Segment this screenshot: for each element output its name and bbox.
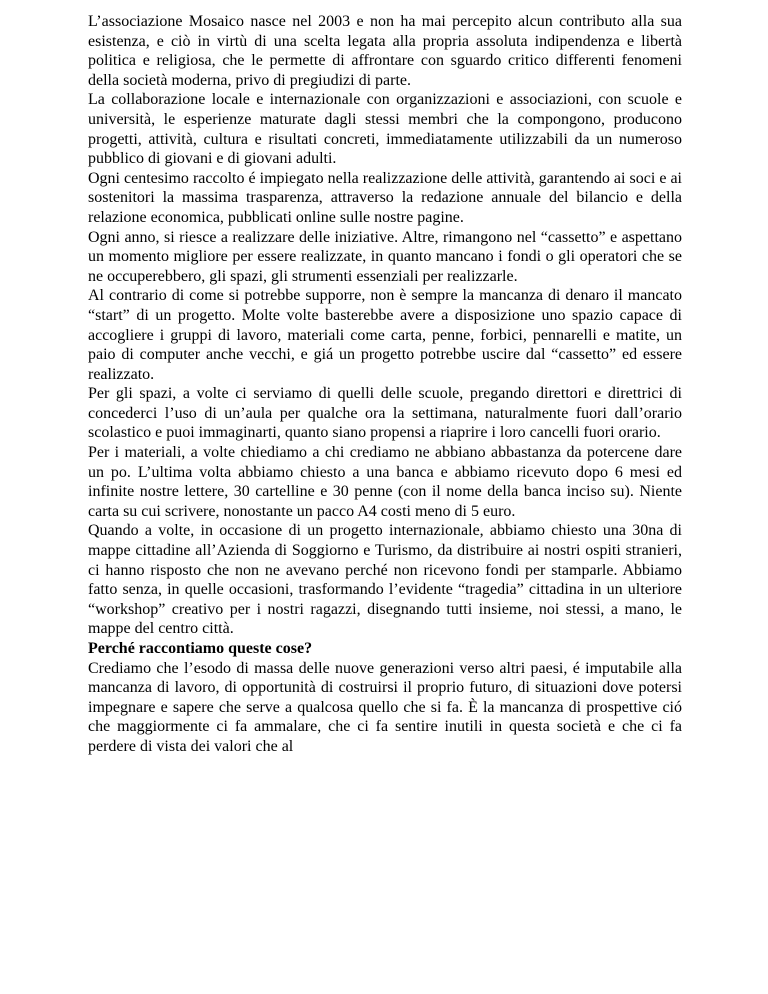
paragraph-materials: Per i materiali, a volte chiediamo a chi crediamo ne abbiano abbastanza da potercene dare un po. L’ultima volta abbiamo chiesto a una banca e abbiamo ricevuto dopo 6 mesi ed infinite nostre lettere, 30 cartelline e 30 penne (con il nome della banca inciso su). Niente carta su cui scrivere, nonostante un pacco A4 costi meno di 5 euro. <box>88 444 682 520</box>
paragraph-project-start: Al contrario di come si potrebbe supporre, non è sempre la mancanza di denaro il mancato “start” di un progetto. Molte volte basterebbe avere a disposizione uno spazio capace di accogliere i gruppi di lavoro, materiali come carta, penne, forbici, pennarelli e matite, un paio di computer anche vecchi, e giá un progetto potrebbe uscire dal “cassetto” ed essere realizzato. <box>88 287 682 383</box>
document-page <box>88 12 682 757</box>
paragraph-collaboration: La collaborazione locale e internazionale con organizzazioni e associazioni, con scuole e università, le esperienze maturate dagli stessi membri che la compongono, producono progetti, attività, cultura e risultati concreti, immediatamente utilizzabili da un numeroso pubblico di giovani e di giovani adulti. <box>88 91 682 168</box>
paragraph-initiatives: Ogni anno, si riesce a realizzare delle iniziative. Altre, rimangono nel “cassetto” e aspettano un momento migliore per essere realizzate, in quanto mancano i fondi o gli operatori che se ne occuperebbero, gli spazi, gli strumenti essenziali per realizzarle. <box>88 228 682 285</box>
paragraph-closing: Crediamo che l’esodo di massa delle nuove generazioni verso altri paesi, é imputabile alla mancanza di lavoro, di opportunità di costruirsi il proprio futuro, di situazioni dove potersi impegnare e sapere che serve a qualcosa quello che si fa. È la mancanza di prospettive ció che maggiormente ci fa ammalare, che ci fa sentire inutili in questa società e che ci fa perdere di vista dei valori che al <box>88 659 682 755</box>
paragraph-transparency: Ogni centesimo raccolto é impiegato nella realizzazione delle attività, garantendo ai soci e ai sostenitori la massima trasparenza, attraverso la redazione annuale del bilancio e della relazione economica, pubblicati online sulle nostre pagine. <box>88 169 682 226</box>
paragraph-spaces: Per gli spazi, a volte ci serviamo di quelli delle scuole, pregando direttori e direttrici di concederci l’uso di un’aula per qualche ora la settimana, naturalmente fuori dall’orario scolastico e puoi immaginarti, quanto siano propensi a riaprire i loro cancelli fuori orario. <box>88 385 682 442</box>
paragraph-maps: Quando a volte, in occasione di un progetto internazionale, abbiamo chiesto una 30na di mappe cittadine all’Azienda di Soggiorno e Turismo, da distribuire ai nostri ospiti stranieri, ci hanno risposto che non ne avevano perché non ricevono fondi per stamparle. Abbiamo fatto senza, in quelle occasioni, trasformando l’evidente “tragedia” cittadina in un ulteriore “workshop” creativo per i nostri ragazzi, disegnando tutti insieme, noi stessi, a mano, le mappe del centro città. <box>88 522 682 638</box>
section-heading: Perché raccontiamo queste cose? <box>88 640 313 657</box>
paragraph-intro: L’associazione Mosaico nasce nel 2003 e non ha mai percepito alcun contributo alla sua esistenza, e ciò in virtù di una scelta legata alla propria assoluta indipendenza e libertà politica e religiosa, che le permette di affrontare con sguardo critico differenti fenomeni della società moderna, privo di pregiudizi di parte. <box>88 13 682 89</box>
